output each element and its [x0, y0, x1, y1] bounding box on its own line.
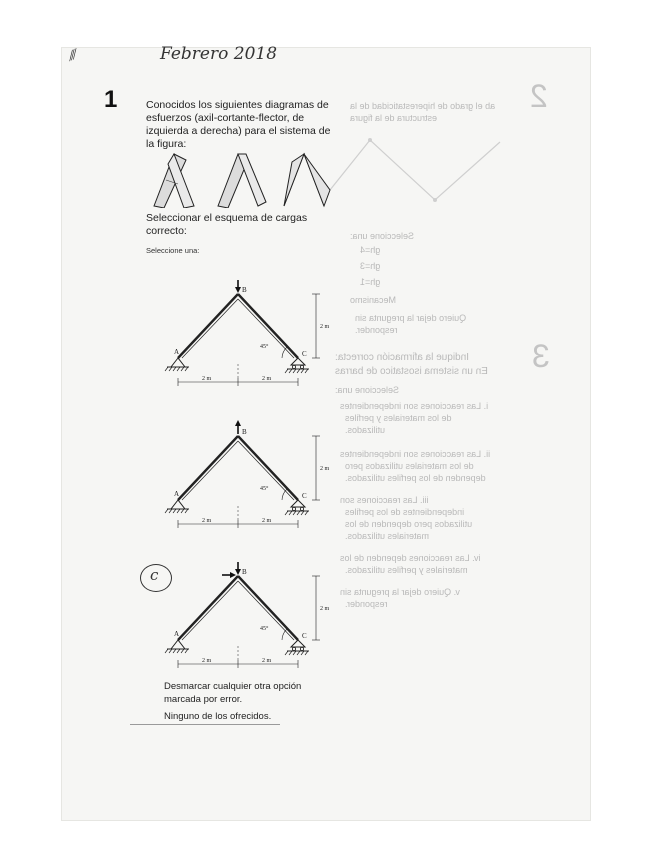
hatch-a	[169, 509, 172, 513]
question-instruction: Seleccionar el esquema de cargas correcto:	[146, 212, 308, 237]
roller-c2	[300, 365, 303, 368]
support-a	[171, 500, 185, 509]
hatch-c	[305, 369, 308, 373]
divider	[130, 724, 280, 725]
support-c	[291, 640, 305, 647]
hatch-a	[177, 509, 180, 513]
hatch-a	[173, 509, 176, 513]
roller-c1	[292, 365, 295, 368]
hatch-a	[169, 367, 172, 371]
node-label-a: A	[174, 348, 180, 356]
hatch-a	[173, 649, 176, 653]
force-diagrams	[146, 150, 342, 208]
roller-c1	[292, 507, 295, 510]
hatch-a	[165, 649, 168, 653]
roller-c1	[292, 647, 295, 650]
angle-label: 45°	[260, 626, 269, 632]
hatch-c	[305, 651, 308, 655]
hatch-c	[301, 511, 304, 515]
hatch-c	[293, 369, 296, 373]
member-ab	[178, 436, 238, 500]
question-number: 1	[104, 86, 118, 113]
roller-c2	[300, 507, 303, 510]
angle-arc	[282, 489, 287, 500]
axial-diagram	[154, 154, 194, 208]
hatch-a	[177, 649, 180, 653]
hatch-a	[165, 367, 168, 371]
load-arrow-head	[235, 287, 241, 293]
span-right-label: 2 m	[262, 658, 272, 664]
clear-choice-link[interactable]: Desmarcar cualquier otra opción marcada por error.	[164, 681, 302, 705]
node-label-a: A	[174, 630, 180, 638]
hatch-a	[185, 367, 188, 371]
hatch-c	[305, 511, 308, 515]
hatch-a	[181, 367, 184, 371]
hatch-a	[165, 509, 168, 513]
span-left-label: 2 m	[202, 658, 212, 664]
member-ab-inner	[182, 299, 238, 358]
load-arrow-head	[235, 420, 241, 426]
hatch-a	[177, 367, 180, 371]
pen-mark: ⁄⁄⁄	[67, 47, 79, 63]
support-a	[171, 640, 185, 649]
support-c	[291, 358, 305, 365]
angle-arc	[282, 629, 287, 640]
shear-diagram	[218, 154, 266, 208]
hatch-a	[169, 649, 172, 653]
ghost-number-2: 2	[530, 78, 548, 114]
span-left-label: 2 m	[202, 518, 212, 524]
height-label: 2 m	[320, 324, 330, 330]
member-ab	[178, 576, 238, 640]
horizontal-load-head	[230, 572, 236, 578]
support-c	[291, 500, 305, 507]
hatch-c	[289, 369, 292, 373]
handwritten-answer: c	[150, 566, 159, 584]
hatch-c	[289, 511, 292, 515]
hatch-a	[181, 509, 184, 513]
member-ab	[178, 294, 238, 358]
node-label-b: B	[242, 568, 247, 576]
span-right-label: 2 m	[262, 376, 272, 382]
none-option[interactable]: Ninguno de los ofrecidos.	[164, 711, 272, 722]
question-prompt: Conocidos los siguientes diagramas de esfuerzos (axil-cortante-flector, de izquierda a derecha) para el sistema de la figura:	[146, 99, 331, 150]
node-label-b: B	[242, 428, 247, 436]
hatch-c	[293, 651, 296, 655]
hatch-c	[301, 651, 304, 655]
node-label-c: C	[302, 632, 307, 640]
node-label-b: B	[242, 286, 247, 294]
hatch-c	[285, 511, 288, 515]
hatch-c	[285, 651, 288, 655]
hatch-c	[293, 511, 296, 515]
height-label: 2 m	[320, 606, 330, 612]
hatch-a	[181, 649, 184, 653]
hatch-a	[173, 367, 176, 371]
option-c-diagram[interactable]	[158, 560, 333, 675]
hatch-c	[297, 651, 300, 655]
angle-label: 45°	[260, 344, 269, 350]
hatch-a	[185, 649, 188, 653]
hatch-c	[297, 369, 300, 373]
bending-diagram	[284, 154, 330, 206]
member-ab-inner	[182, 441, 238, 500]
member-ab-inner	[182, 581, 238, 640]
load-arrow-head	[235, 569, 241, 575]
option-a-diagram[interactable]	[158, 278, 333, 393]
height-label: 2 m	[320, 466, 330, 472]
span-left-label: 2 m	[202, 376, 212, 382]
hatch-c	[297, 511, 300, 515]
select-label: Seleccione una:	[146, 246, 200, 255]
angle-label: 45°	[260, 486, 269, 492]
roller-c2	[300, 647, 303, 650]
support-a	[171, 358, 185, 367]
hatch-c	[301, 369, 304, 373]
hatch-c	[285, 369, 288, 373]
hatch-c	[289, 651, 292, 655]
ghost-number-3: 3	[532, 338, 550, 374]
node-label-a: A	[174, 490, 180, 498]
option-b-diagram[interactable]	[158, 420, 333, 535]
handwritten-date: Febrero 2018	[160, 44, 278, 64]
span-right-label: 2 m	[262, 518, 272, 524]
node-label-c: C	[302, 492, 307, 500]
node-label-c: C	[302, 350, 307, 358]
angle-arc	[282, 347, 287, 358]
hatch-a	[185, 509, 188, 513]
ghost-frame-drawing	[330, 130, 530, 210]
